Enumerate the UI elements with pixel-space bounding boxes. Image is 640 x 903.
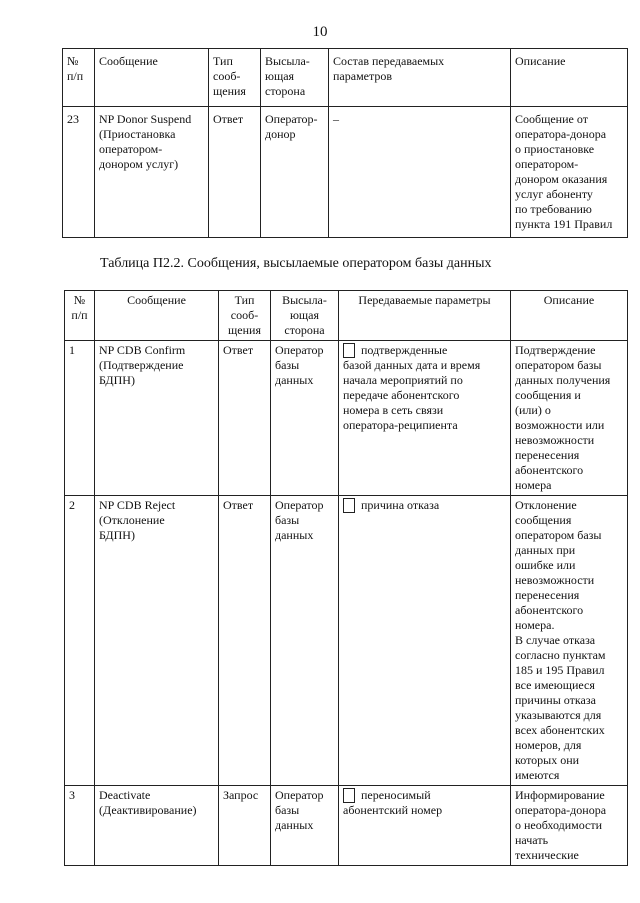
header-text: щения [228,323,261,337]
header-sender [261,49,329,107]
cell-text: Оператор- [265,112,318,126]
cell-text: услуг абоненту [515,187,593,201]
cell-text: причина отказа [361,498,440,512]
cell-text: перенесения [515,448,580,462]
header-message [95,291,219,341]
table-row [65,496,628,786]
cell-text: сообщения и [515,388,581,402]
cell-text: которых они [515,753,580,767]
cell-text: Информирование [515,788,605,802]
header-text: Состав передаваемых [333,54,445,68]
row-sender [271,786,339,866]
header-text: Высыла- [265,54,310,68]
header-type [209,49,261,107]
cell-text: данных [275,373,314,387]
table-row [65,786,628,866]
cell-text: (или) о [515,403,551,417]
cell-text: БДПН) [99,373,135,387]
header-message [95,49,209,107]
row-description [511,786,628,866]
header-text: № [67,54,79,68]
cell-text: о приостановке [515,142,595,156]
cell-text: оператором базы [515,528,602,542]
cell-text: (Подтверждение [99,358,184,372]
cell-text: донор [265,127,296,141]
row-sender [271,496,339,786]
cell-text: оператора-донора [515,803,607,817]
cell-text: донором оказания [515,172,608,186]
cell-text: согласно пунктам [515,648,606,662]
cell-text: всех абонентских [515,723,605,737]
cell-text: оператором- [515,157,579,171]
cell-text: абонентского [515,603,584,617]
cell-text: номера в сеть связи [343,403,444,417]
cell-text: базы [275,358,300,372]
cell-text: абонентский номер [343,803,443,817]
cell-text: все имеющиеся [515,678,595,692]
cell-text: сообщения [515,513,572,527]
row-description [511,496,628,786]
cell-text: номера. [515,618,555,632]
header-description [511,49,628,107]
param-line [343,788,506,803]
cell-text: невозможности [515,433,595,447]
cell-text: имеются [515,768,560,782]
row-type: Запрос [219,786,271,866]
cell-text: ошибке или [515,558,576,572]
header-params [329,49,511,107]
header-text: сооб- [230,308,259,322]
cell-text: подтвержденные [361,343,448,357]
database-operator-messages-table [64,290,628,866]
header-text: параметров [333,69,393,83]
cell-text: начала мероприятий по [343,373,463,387]
cell-text: технические [515,848,579,862]
header-text: Тип [234,293,255,307]
cell-text: данных [275,818,314,832]
cell-text: базы [275,803,300,817]
cell-text: БДПН) [99,528,135,542]
row-message [95,786,219,866]
row-num: 3 [65,786,95,866]
header-num [63,49,95,107]
cell-text: причины отказа [515,693,596,707]
table-header-row [63,49,628,107]
row-params: – [329,107,511,238]
cell-text: по требованию [515,202,592,216]
cell-text: указываются для [515,708,602,722]
cell-text: данных при [515,543,576,557]
header-text: сооб- [213,69,241,83]
header-text: Тип [213,54,233,68]
cell-text: перенесения [515,588,580,602]
header-text: п/п [71,308,88,322]
row-params [339,786,511,866]
cell-text: данных [275,528,314,542]
row-sender [271,341,339,496]
header-text: п/п [67,69,84,83]
row-num: 2 [65,496,95,786]
cell-text: передаче абонентского [343,388,460,402]
cell-text: NP CDB Confirm [99,343,186,357]
cell-text: NP CDB Reject [99,498,176,512]
cell-text: Оператор [275,343,324,357]
cell-text: Оператор [275,788,324,802]
row-message [95,107,209,238]
checkbox-icon [343,788,355,803]
row-type: Ответ [219,496,271,786]
table-header-row [65,291,628,341]
cell-text: (Деактивирование) [99,803,197,817]
row-description [511,341,628,496]
cell-text: Отклонение [515,498,577,512]
checkbox-icon [343,343,355,358]
header-text: Описание [515,54,566,68]
row-params [339,341,511,496]
row-description [511,107,628,238]
header-description [511,291,628,341]
cell-text: номера [515,478,552,492]
cell-text: 185 и 195 Правил [515,663,605,677]
cell-text: переносимый [361,788,431,802]
messages-table-continued [62,48,628,238]
header-sender [271,291,339,341]
cell-text: абонентского [515,463,584,477]
cell-text: оператором- [99,142,163,156]
header-params [339,291,511,341]
cell-text: Подтверждение [515,343,596,357]
cell-text: Сообщение от [515,112,588,126]
checkbox-icon [343,498,355,513]
cell-text: возможности или [515,418,605,432]
cell-text: начать [515,833,549,847]
cell-text: NP Donor Suspend [99,112,192,126]
cell-text: данных получения [515,373,611,387]
cell-text: В случае отказа [515,633,596,647]
cell-text: оператором базы [515,358,602,372]
header-text: № [73,293,86,307]
header-text: сторона [265,84,306,98]
cell-text: донором услуг) [99,157,179,171]
cell-text: оператора-реципиента [343,418,458,432]
row-num: 1 [65,341,95,496]
table-row [63,107,628,238]
row-type: Ответ [219,341,271,496]
row-message [95,496,219,786]
cell-text: Оператор [275,498,324,512]
param-line [343,498,506,513]
header-text: ющая [265,69,295,83]
header-num [65,291,95,341]
row-type: Ответ [209,107,261,238]
header-text: Описание [543,293,595,307]
cell-text: (Отклонение [99,513,165,527]
header-type [219,291,271,341]
cell-text: Deactivate [99,788,151,802]
table-row [65,341,628,496]
cell-text: номеров, для [515,738,582,752]
row-params [339,496,511,786]
header-text: ющая [289,308,320,322]
header-text: Высыла- [282,293,327,307]
cell-text: невозможности [515,573,595,587]
cell-text: оператора-донора [515,127,607,141]
cell-text: базы [275,513,300,527]
header-text: Передаваемые параметры [358,293,491,307]
header-text: щения [213,84,246,98]
param-line [343,343,506,358]
header-text: Сообщение [127,293,186,307]
table-title: Таблица П2.2. Сообщения, высылаемые оператором базы данных [100,256,492,271]
cell-text: о необходимости [515,818,603,832]
header-text: Сообщение [99,54,158,68]
header-text: сторона [284,323,325,337]
row-message [95,341,219,496]
row-sender [261,107,329,238]
page-number: 10 [312,24,328,40]
cell-text: (Приостановка [99,127,176,141]
cell-text: базой данных дата и время [343,358,481,372]
row-num: 23 [63,107,95,238]
cell-text: пункта 191 Правил [515,217,613,231]
